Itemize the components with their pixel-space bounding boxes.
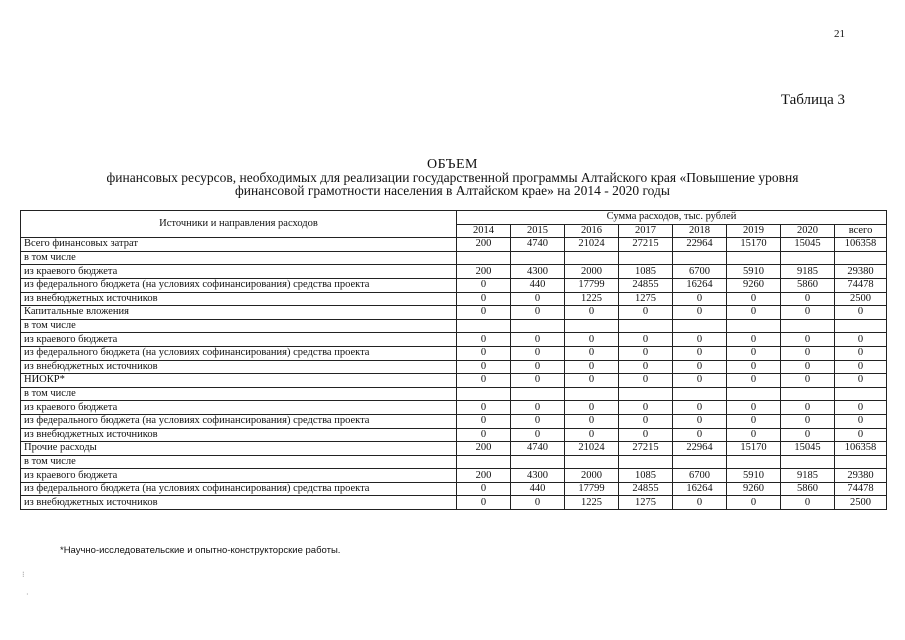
row-label: Всего финансовых затрат (21, 238, 457, 252)
value-cell (565, 455, 619, 469)
value-cell: 1225 (565, 496, 619, 510)
value-cell: 2000 (565, 265, 619, 279)
value-cell: 0 (457, 333, 511, 347)
value-cell: 15045 (781, 238, 835, 252)
value-cell: 0 (727, 292, 781, 306)
title-line-1: финансовых ресурсов, необходимых для реализации государственной программы Алтайского края «Повышение уровня (106, 170, 799, 185)
value-cell: 1085 (619, 265, 673, 279)
value-cell (457, 455, 511, 469)
value-cell: 0 (781, 292, 835, 306)
value-cell: 0 (619, 428, 673, 442)
table-row (21, 428, 887, 442)
value-cell: 4740 (511, 442, 565, 456)
value-cell: 0 (457, 414, 511, 428)
value-cell: 200 (457, 265, 511, 279)
value-cell: 0 (781, 496, 835, 510)
table-label: Таблица 3 (780, 92, 845, 108)
value-cell: 4300 (511, 469, 565, 483)
value-cell: 21024 (565, 238, 619, 252)
table-row (21, 360, 887, 374)
value-cell: 5860 (781, 482, 835, 496)
value-cell: 440 (511, 278, 565, 292)
value-cell (781, 387, 835, 401)
value-cell: 2000 (565, 469, 619, 483)
value-cell (511, 387, 565, 401)
value-cell: 29380 (835, 469, 887, 483)
value-cell: 27215 (619, 442, 673, 456)
value-cell (565, 319, 619, 333)
header-year: 2016 (565, 224, 619, 238)
value-cell: 6700 (673, 265, 727, 279)
value-cell: 9260 (727, 278, 781, 292)
value-cell (835, 455, 887, 469)
header-year: 2020 (781, 224, 835, 238)
value-cell: 0 (619, 360, 673, 374)
value-cell: 27215 (619, 238, 673, 252)
value-cell: 0 (619, 346, 673, 360)
value-cell: 21024 (565, 442, 619, 456)
value-cell: 0 (565, 333, 619, 347)
value-cell: 0 (673, 401, 727, 415)
page-number: 21 (834, 28, 845, 40)
value-cell: 0 (727, 401, 781, 415)
value-cell: 0 (565, 306, 619, 320)
value-cell: 24855 (619, 278, 673, 292)
value-cell (565, 251, 619, 265)
value-cell: 4300 (511, 265, 565, 279)
row-label: Прочие расходы (21, 442, 457, 456)
table-row (21, 238, 887, 252)
value-cell: 0 (457, 306, 511, 320)
row-label: Капитальные вложения (21, 306, 457, 320)
value-cell: 0 (511, 496, 565, 510)
row-label: из краевого бюджета (21, 401, 457, 415)
value-cell: 0 (835, 346, 887, 360)
value-cell: 1225 (565, 292, 619, 306)
value-cell: 0 (511, 401, 565, 415)
header-year: всего (835, 224, 887, 238)
header-year: 2014 (457, 224, 511, 238)
table-row (21, 374, 887, 388)
value-cell: 0 (511, 346, 565, 360)
value-cell: 0 (673, 346, 727, 360)
value-cell (457, 251, 511, 265)
row-label: в том числе (21, 319, 457, 333)
value-cell: 74478 (835, 482, 887, 496)
value-cell: 0 (673, 306, 727, 320)
scan-speck: · (26, 590, 29, 599)
financing-table (20, 210, 887, 510)
value-cell: 9185 (781, 265, 835, 279)
row-label: НИОКР* (21, 374, 457, 388)
row-label: из внебюджетных источников (21, 428, 457, 442)
value-cell: 0 (457, 292, 511, 306)
value-cell (781, 251, 835, 265)
value-cell: 0 (511, 360, 565, 374)
value-cell: 0 (565, 414, 619, 428)
table-row (21, 482, 887, 496)
value-cell: 0 (457, 346, 511, 360)
value-cell (457, 387, 511, 401)
value-cell: 17799 (565, 482, 619, 496)
value-cell: 0 (673, 428, 727, 442)
table-row (21, 333, 887, 347)
value-cell: 5910 (727, 265, 781, 279)
value-cell: 0 (781, 414, 835, 428)
value-cell: 0 (619, 374, 673, 388)
value-cell: 0 (565, 346, 619, 360)
value-cell (511, 319, 565, 333)
value-cell (781, 455, 835, 469)
row-label: в том числе (21, 251, 457, 265)
value-cell: 0 (619, 333, 673, 347)
table-row (21, 442, 887, 456)
value-cell: 0 (565, 360, 619, 374)
value-cell (619, 251, 673, 265)
value-cell: 0 (781, 333, 835, 347)
value-cell: 15170 (727, 442, 781, 456)
value-cell: 0 (835, 401, 887, 415)
table-row (21, 496, 887, 510)
value-cell: 0 (673, 374, 727, 388)
row-label: из краевого бюджета (21, 469, 457, 483)
row-label: из краевого бюджета (21, 265, 457, 279)
value-cell: 200 (457, 442, 511, 456)
value-cell (673, 387, 727, 401)
value-cell: 1085 (619, 469, 673, 483)
value-cell: 200 (457, 469, 511, 483)
value-cell (835, 387, 887, 401)
header-year: 2019 (727, 224, 781, 238)
value-cell: 0 (781, 360, 835, 374)
value-cell: 0 (511, 306, 565, 320)
row-label: из федерального бюджета (на условиях софинансирования) средства проекта (21, 278, 457, 292)
value-cell (457, 319, 511, 333)
value-cell: 0 (727, 428, 781, 442)
value-cell: 0 (565, 374, 619, 388)
value-cell: 1275 (619, 292, 673, 306)
value-cell: 0 (673, 414, 727, 428)
table-row (21, 251, 887, 265)
value-cell: 0 (781, 346, 835, 360)
value-cell: 9260 (727, 482, 781, 496)
value-cell: 1275 (619, 496, 673, 510)
value-cell (781, 319, 835, 333)
value-cell: 0 (781, 428, 835, 442)
value-cell: 106358 (835, 238, 887, 252)
header-sources: Источники и направления расходов (21, 211, 457, 238)
value-cell (619, 319, 673, 333)
table-row (21, 346, 887, 360)
table-row (21, 278, 887, 292)
footnote: *Научно-исследовательские и опытно-конструкторские работы. (60, 545, 341, 556)
row-label: из внебюджетных источников (21, 496, 457, 510)
value-cell: 0 (727, 306, 781, 320)
value-cell: 0 (835, 306, 887, 320)
value-cell: 0 (727, 414, 781, 428)
value-cell: 15170 (727, 238, 781, 252)
row-label: в том числе (21, 387, 457, 401)
value-cell: 0 (673, 360, 727, 374)
table-row (21, 292, 887, 306)
value-cell: 22964 (673, 238, 727, 252)
value-cell: 9185 (781, 469, 835, 483)
table-row (21, 414, 887, 428)
table-row (21, 401, 887, 415)
header-year: 2018 (673, 224, 727, 238)
value-cell (673, 251, 727, 265)
row-label: из федерального бюджета (на условиях софинансирования) средства проекта (21, 346, 457, 360)
value-cell: 0 (727, 374, 781, 388)
value-cell: 106358 (835, 442, 887, 456)
value-cell: 2500 (835, 496, 887, 510)
value-cell (727, 387, 781, 401)
value-cell: 4740 (511, 238, 565, 252)
table-body (21, 238, 887, 510)
document-title (20, 158, 885, 197)
title-main: ОБЪЕМ (426, 157, 478, 172)
header-year: 2015 (511, 224, 565, 238)
value-cell: 0 (457, 278, 511, 292)
value-cell (511, 455, 565, 469)
value-cell: 0 (835, 333, 887, 347)
row-label: из внебюджетных источников (21, 292, 457, 306)
value-cell: 0 (781, 374, 835, 388)
value-cell: 0 (511, 414, 565, 428)
value-cell: 440 (511, 482, 565, 496)
value-cell: 2500 (835, 292, 887, 306)
header-year: 2017 (619, 224, 673, 238)
value-cell: 74478 (835, 278, 887, 292)
value-cell (673, 319, 727, 333)
value-cell: 0 (835, 360, 887, 374)
value-cell: 0 (619, 401, 673, 415)
value-cell: 16264 (673, 278, 727, 292)
value-cell: 0 (457, 360, 511, 374)
table-row (21, 319, 887, 333)
value-cell: 200 (457, 238, 511, 252)
value-cell: 6700 (673, 469, 727, 483)
value-cell: 0 (727, 346, 781, 360)
value-cell: 22964 (673, 442, 727, 456)
header-sum: Сумма расходов, тыс. рублей (457, 211, 887, 225)
value-cell: 0 (835, 428, 887, 442)
table-row (21, 387, 887, 401)
value-cell (673, 455, 727, 469)
value-cell: 0 (673, 496, 727, 510)
value-cell (727, 319, 781, 333)
value-cell (619, 455, 673, 469)
value-cell (565, 387, 619, 401)
row-label: из федерального бюджета (на условиях софинансирования) средства проекта (21, 482, 457, 496)
value-cell: 0 (673, 292, 727, 306)
table-row (21, 455, 887, 469)
value-cell: 5910 (727, 469, 781, 483)
value-cell: 0 (511, 428, 565, 442)
value-cell: 0 (727, 360, 781, 374)
row-label: из федерального бюджета (на условиях софинансирования) средства проекта (21, 414, 457, 428)
row-label: из краевого бюджета (21, 333, 457, 347)
table-row (21, 469, 887, 483)
value-cell: 0 (727, 333, 781, 347)
value-cell: 0 (781, 306, 835, 320)
table-row (21, 306, 887, 320)
value-cell: 0 (673, 333, 727, 347)
value-cell: 0 (511, 374, 565, 388)
value-cell: 15045 (781, 442, 835, 456)
value-cell: 0 (565, 428, 619, 442)
row-label: из внебюджетных источников (21, 360, 457, 374)
value-cell: 16264 (673, 482, 727, 496)
value-cell (511, 251, 565, 265)
header-row-top (21, 211, 887, 225)
table-row (21, 265, 887, 279)
value-cell: 0 (457, 374, 511, 388)
value-cell: 0 (619, 306, 673, 320)
value-cell (835, 319, 887, 333)
value-cell: 0 (835, 374, 887, 388)
value-cell: 0 (781, 401, 835, 415)
value-cell: 24855 (619, 482, 673, 496)
value-cell: 5860 (781, 278, 835, 292)
value-cell (619, 387, 673, 401)
value-cell: 0 (457, 428, 511, 442)
value-cell: 0 (511, 292, 565, 306)
value-cell (835, 251, 887, 265)
value-cell: 0 (457, 482, 511, 496)
value-cell: 0 (835, 414, 887, 428)
value-cell: 0 (457, 496, 511, 510)
value-cell: 0 (727, 496, 781, 510)
value-cell: 0 (619, 414, 673, 428)
value-cell (727, 251, 781, 265)
value-cell: 0 (565, 401, 619, 415)
value-cell: 17799 (565, 278, 619, 292)
title-line-2: финансовой грамотности населения в Алтайском крае» на 2014 - 2020 годы (235, 183, 670, 198)
scan-speck: ⁝ (22, 570, 25, 579)
value-cell (727, 455, 781, 469)
value-cell: 29380 (835, 265, 887, 279)
value-cell: 0 (511, 333, 565, 347)
value-cell: 0 (457, 401, 511, 415)
row-label: в том числе (21, 455, 457, 469)
